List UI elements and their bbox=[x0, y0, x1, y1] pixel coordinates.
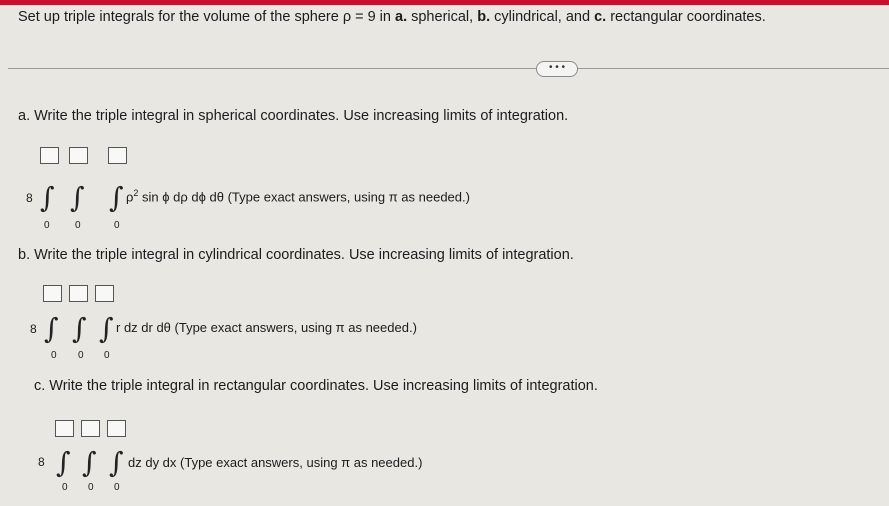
part-c-integrand: dz dy dx (Type exact answers, using π as needed.) bbox=[128, 455, 423, 470]
part-b-lower-limit-3: 0 bbox=[104, 350, 110, 361]
part-a-lower-limit-1: 0 bbox=[44, 220, 50, 231]
part-a-integral-sign-2: ∫ bbox=[70, 181, 85, 214]
divider bbox=[8, 68, 889, 69]
part-a-heading: a. Write the triple integral in spherical coordinates. Use increasing limits of integration. bbox=[18, 108, 569, 124]
part-a-coefficient: 8 bbox=[26, 191, 33, 205]
part-a-integral-sign-1: ∫ bbox=[40, 181, 55, 214]
part-c-upper-limit-2[interactable] bbox=[81, 420, 100, 437]
part-b-integral-sign-3: ∫ bbox=[99, 312, 114, 345]
part-a-integrand: $\rho^2$ sin ϕ dρ dϕ dθ (Type exact answers, using π as needed.) bbox=[126, 188, 470, 205]
part-a-lower-limit-3: 0 bbox=[114, 220, 120, 231]
part-c-upper-limit-3[interactable] bbox=[107, 420, 126, 437]
part-c-integral-sign-1: ∫ bbox=[56, 446, 71, 479]
part-b-lower-limit-2: 0 bbox=[78, 350, 84, 361]
show-more-button[interactable]: • • • bbox=[536, 61, 578, 77]
part-b-integrand: r dz dr dθ (Type exact answers, using π as needed.) bbox=[116, 320, 417, 335]
part-c-lower-limit-2: 0 bbox=[88, 482, 94, 493]
part-b-heading: b. Write the triple integral in cylindrical coordinates. Use increasing limits of integration. bbox=[18, 247, 574, 263]
part-c-integral-sign-2: ∫ bbox=[82, 446, 97, 479]
part-a-lower-limit-2: 0 bbox=[75, 220, 81, 231]
part-b-upper-limit-1[interactable] bbox=[43, 285, 62, 302]
part-a-upper-limit-3[interactable] bbox=[108, 147, 127, 164]
part-a-integral-sign-3: ∫ bbox=[109, 181, 124, 214]
part-b-coefficient: 8 bbox=[30, 322, 37, 336]
part-c-lower-limit-1: 0 bbox=[62, 482, 68, 493]
part-c-integral-sign-3: ∫ bbox=[109, 446, 124, 479]
part-c-heading: c. Write the triple integral in rectangular coordinates. Use increasing limits of integration. bbox=[34, 378, 598, 394]
part-b-lower-limit-1: 0 bbox=[51, 350, 57, 361]
part-b-upper-limit-2[interactable] bbox=[69, 285, 88, 302]
question-text: Set up triple integrals for the volume of the sphere ρ = 9 in a. spherical, b. cylindrical, and c. rectangular coordinates. bbox=[18, 9, 766, 25]
part-c-coefficient: 8 bbox=[38, 455, 45, 469]
part-a-upper-limit-2[interactable] bbox=[69, 147, 88, 164]
part-c-upper-limit-1[interactable] bbox=[55, 420, 74, 437]
part-b-upper-limit-3[interactable] bbox=[95, 285, 114, 302]
part-b-integral-sign-2: ∫ bbox=[72, 312, 87, 345]
part-c-lower-limit-3: 0 bbox=[114, 482, 120, 493]
top-accent-bar bbox=[0, 0, 889, 5]
part-b-integral-sign-1: ∫ bbox=[44, 312, 59, 345]
part-a-upper-limit-1[interactable] bbox=[40, 147, 59, 164]
